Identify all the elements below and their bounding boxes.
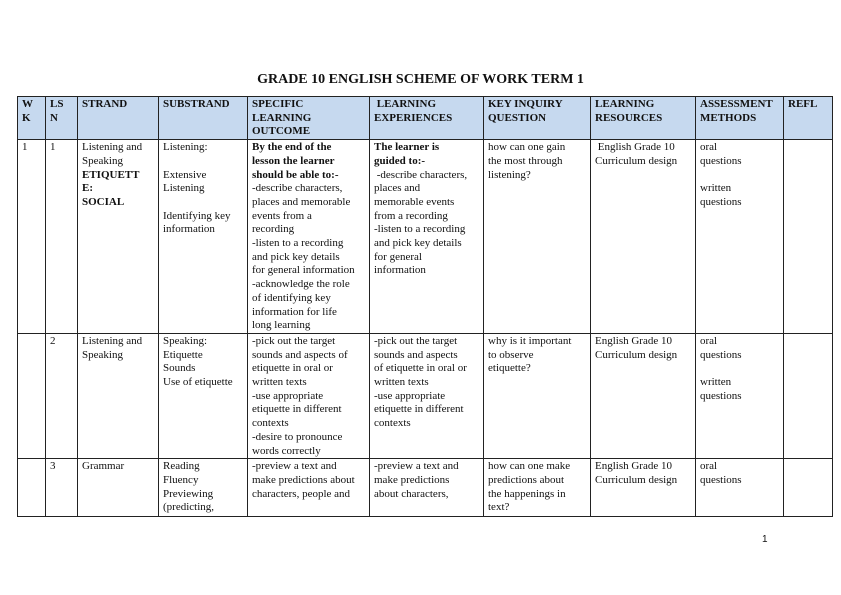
cell-text-line: questions: [700, 154, 742, 167]
cell-text-line: -listen to a recording: [252, 237, 344, 250]
header-text: LS: [50, 98, 64, 110]
header-text: SUBSTRAND: [163, 98, 230, 110]
cell-text-line: how can one gain: [488, 141, 566, 154]
scheme-of-work-table: [17, 96, 833, 517]
header-key-inquiry-question: [484, 97, 591, 140]
header-week: [18, 97, 46, 140]
cell-text-line: and pick key details: [252, 250, 340, 263]
cell-week: [18, 459, 46, 517]
cell-text-line: events from a: [252, 209, 312, 222]
cell-text-line: the most through: [488, 154, 563, 167]
table-header-row: [18, 97, 833, 140]
table-row: [18, 333, 833, 458]
header-text: OUTCOME: [252, 125, 311, 138]
header-text: REFL: [788, 98, 818, 110]
cell-text-line: recording: [252, 223, 295, 236]
cell-text-line: Fluency: [163, 473, 199, 486]
cell-week: [18, 140, 46, 334]
table-row: [18, 140, 833, 334]
header-learning-resources: [591, 97, 696, 140]
cell-text-line: 3: [50, 460, 56, 473]
cell-text-line: 1: [50, 141, 56, 154]
cell-text-line: English Grade 10: [595, 141, 675, 154]
cell-substrand: [159, 333, 248, 458]
cell-text-line: English Grade 10: [595, 460, 672, 473]
cell-text-line: places and memorable: [252, 195, 351, 208]
cell-text-line: written: [700, 182, 732, 195]
cell-learning-resources: [591, 459, 696, 517]
cell-text-line: written: [700, 376, 732, 389]
cell-text-line: SOCIAL: [82, 195, 125, 208]
cell-reflection: [784, 140, 833, 334]
header-assessment-methods: [696, 97, 784, 140]
header-learning-experiences: [370, 97, 484, 140]
cell-text-line: By the end of the: [252, 141, 332, 154]
cell-text-line: how can one make: [488, 460, 571, 473]
cell-text-line: Listening and: [82, 334, 143, 347]
header-text: LEARNING: [595, 98, 655, 110]
cell-text-line: oral: [700, 141, 718, 154]
header-text: ASSESSMENT: [700, 98, 773, 110]
header-text: LEARNING: [252, 111, 312, 124]
cell-reflection: [784, 459, 833, 517]
cell-text-line: -acknowledge the role: [252, 278, 350, 291]
cell-text-line: why is it important: [488, 334, 572, 347]
cell-text-line: Use of etiquette: [163, 376, 233, 389]
cell-text-line: Speaking: [82, 348, 123, 361]
header-text: EXPERIENCES: [374, 111, 453, 124]
cell-text-line: Curriculum design: [595, 473, 678, 486]
header-specific-learning-outcome: [248, 97, 370, 140]
cell-text-line: lesson the learner: [252, 154, 335, 167]
header-substrand: [159, 97, 248, 140]
cell-learning-experiences: [370, 459, 484, 517]
cell-text-line: -pick out the target: [374, 334, 458, 347]
cell-text-line: [163, 155, 244, 169]
cell-specific-learning-outcome: [248, 459, 370, 517]
header-text: W: [22, 98, 33, 110]
cell-text-line: -use appropriate: [374, 389, 446, 402]
document-title: GRADE 10 ENGLISH SCHEME OF WORK TERM 1: [257, 72, 584, 87]
cell-text-line: -pick out the target: [252, 334, 336, 347]
cell-learning-resources: [591, 333, 696, 458]
cell-text-line: Speaking:: [163, 334, 207, 347]
header-text: QUESTION: [488, 111, 547, 124]
cell-text-line: written texts: [374, 376, 429, 389]
header-text: SPECIFIC: [252, 98, 304, 110]
cell-text-line: etiquette?: [488, 362, 531, 375]
header-text: METHODS: [700, 111, 757, 124]
cell-text-line: Extensive: [163, 168, 207, 181]
cell-text-line: The learner is: [374, 141, 440, 154]
cell-lesson: [46, 140, 78, 334]
cell-text-line: Grammar: [82, 460, 125, 473]
cell-text-line: sounds and aspects: [374, 348, 458, 361]
cell-text-line: words correctly: [252, 444, 321, 457]
cell-text-line: -use appropriate: [252, 389, 324, 402]
cell-text-line: Speaking: [82, 154, 123, 167]
cell-text-line: etiquette in different: [374, 403, 464, 416]
cell-text-line: questions: [700, 195, 742, 208]
cell-text-line: -listen to a recording: [374, 223, 466, 236]
cell-text-line: guided to:-: [374, 154, 426, 167]
cell-text-line: about characters,: [374, 487, 449, 500]
cell-text-line: make predictions: [374, 473, 450, 486]
cell-assessment-methods: [696, 140, 784, 334]
table-row: [18, 459, 833, 517]
cell-substrand: [159, 459, 248, 517]
cell-text-line: Etiquette: [163, 348, 203, 361]
cell-text-line: English Grade 10: [595, 334, 672, 347]
cell-text-line: information: [163, 223, 215, 236]
cell-text-line: should be able to:-: [252, 168, 339, 181]
cell-text-line: questions: [700, 348, 742, 361]
cell-learning-resources: [591, 140, 696, 334]
cell-text-line: questions: [700, 473, 742, 486]
cell-text-line: questions: [700, 389, 742, 402]
cell-week: [18, 333, 46, 458]
header-text: RESOURCES: [595, 111, 663, 124]
cell-text-line: -preview a text and: [252, 460, 337, 473]
cell-reflection: [784, 333, 833, 458]
cell-text-line: -desire to pronounce: [252, 430, 343, 443]
cell-text-line: oral: [700, 334, 718, 347]
cell-strand: [78, 459, 159, 517]
cell-text-line: and pick key details: [374, 237, 462, 250]
cell-key-inquiry-question: [484, 140, 591, 334]
cell-text-line: (predicting,: [163, 501, 215, 514]
cell-text-line: Identifying key: [163, 209, 231, 222]
cell-text-line: sounds and aspects of: [252, 348, 348, 361]
header-text: LEARNING: [374, 98, 437, 110]
cell-specific-learning-outcome: [248, 140, 370, 334]
cell-text-line: Listening:: [163, 141, 208, 154]
cell-text-line: Reading: [163, 460, 200, 473]
cell-key-inquiry-question: [484, 333, 591, 458]
cell-text-line: [700, 362, 780, 376]
cell-text-line: for general information: [252, 264, 355, 277]
header-reflection: [784, 97, 833, 140]
cell-strand: [78, 140, 159, 334]
cell-text-line: -describe characters,: [252, 182, 343, 195]
header-strand: [78, 97, 159, 140]
cell-lesson: [46, 459, 78, 517]
cell-lesson: [46, 333, 78, 458]
cell-text-line: characters, people and: [252, 487, 351, 500]
cell-text-line: contexts: [252, 417, 289, 430]
header-text: K: [22, 111, 31, 124]
cell-text-line: places and: [374, 182, 421, 195]
cell-text-line: to observe: [488, 348, 534, 361]
cell-text-line: Curriculum design: [595, 154, 678, 167]
cell-text-line: from a recording: [374, 209, 448, 222]
cell-text-line: of etiquette in oral or: [374, 362, 467, 375]
cell-text-line: contexts: [374, 417, 411, 430]
cell-text-line: listening?: [488, 168, 531, 181]
cell-text-line: memorable events: [374, 195, 455, 208]
cell-text-line: [163, 196, 244, 210]
cell-specific-learning-outcome: [248, 333, 370, 458]
header-text: N: [50, 111, 58, 124]
cell-text-line: Listening: [163, 182, 205, 195]
header-lesson: [46, 97, 78, 140]
page-number: 1: [762, 534, 768, 545]
cell-substrand: [159, 140, 248, 334]
cell-text-line: ETIQUETT: [82, 168, 140, 181]
header-text: KEY INQUIRY: [488, 98, 563, 110]
cell-text-line: Previewing: [163, 487, 214, 500]
cell-strand: [78, 333, 159, 458]
header-text: STRAND: [82, 98, 128, 110]
cell-assessment-methods: [696, 333, 784, 458]
cell-text-line: [700, 169, 780, 183]
cell-text-line: etiquette in different: [252, 403, 342, 416]
cell-text-line: predictions about: [488, 473, 565, 486]
cell-text-line: make predictions about: [252, 473, 355, 486]
cell-text-line: of identifying key: [252, 291, 331, 304]
cell-text-line: -describe characters,: [374, 168, 468, 181]
cell-learning-experiences: [370, 140, 484, 334]
cell-text-line: written texts: [252, 376, 307, 389]
cell-text-line: Listening and: [82, 141, 143, 154]
cell-text-line: 2: [50, 334, 56, 347]
cell-text-line: etiquette in oral or: [252, 362, 333, 375]
cell-text-line: -preview a text and: [374, 460, 459, 473]
cell-text-line: Curriculum design: [595, 348, 678, 361]
cell-text-line: oral: [700, 460, 718, 473]
cell-assessment-methods: [696, 459, 784, 517]
cell-text-line: for general: [374, 250, 422, 263]
cell-text-line: information for life: [252, 305, 337, 318]
cell-text-line: Sounds: [163, 362, 196, 375]
cell-text-line: E:: [82, 182, 93, 195]
cell-text-line: information: [374, 264, 426, 277]
cell-text-line: the happenings in: [488, 487, 566, 500]
cell-text-line: long learning: [252, 319, 311, 332]
cell-text-line: 1: [22, 141, 28, 154]
cell-text-line: text?: [488, 501, 510, 514]
cell-key-inquiry-question: [484, 459, 591, 517]
cell-learning-experiences: [370, 333, 484, 458]
